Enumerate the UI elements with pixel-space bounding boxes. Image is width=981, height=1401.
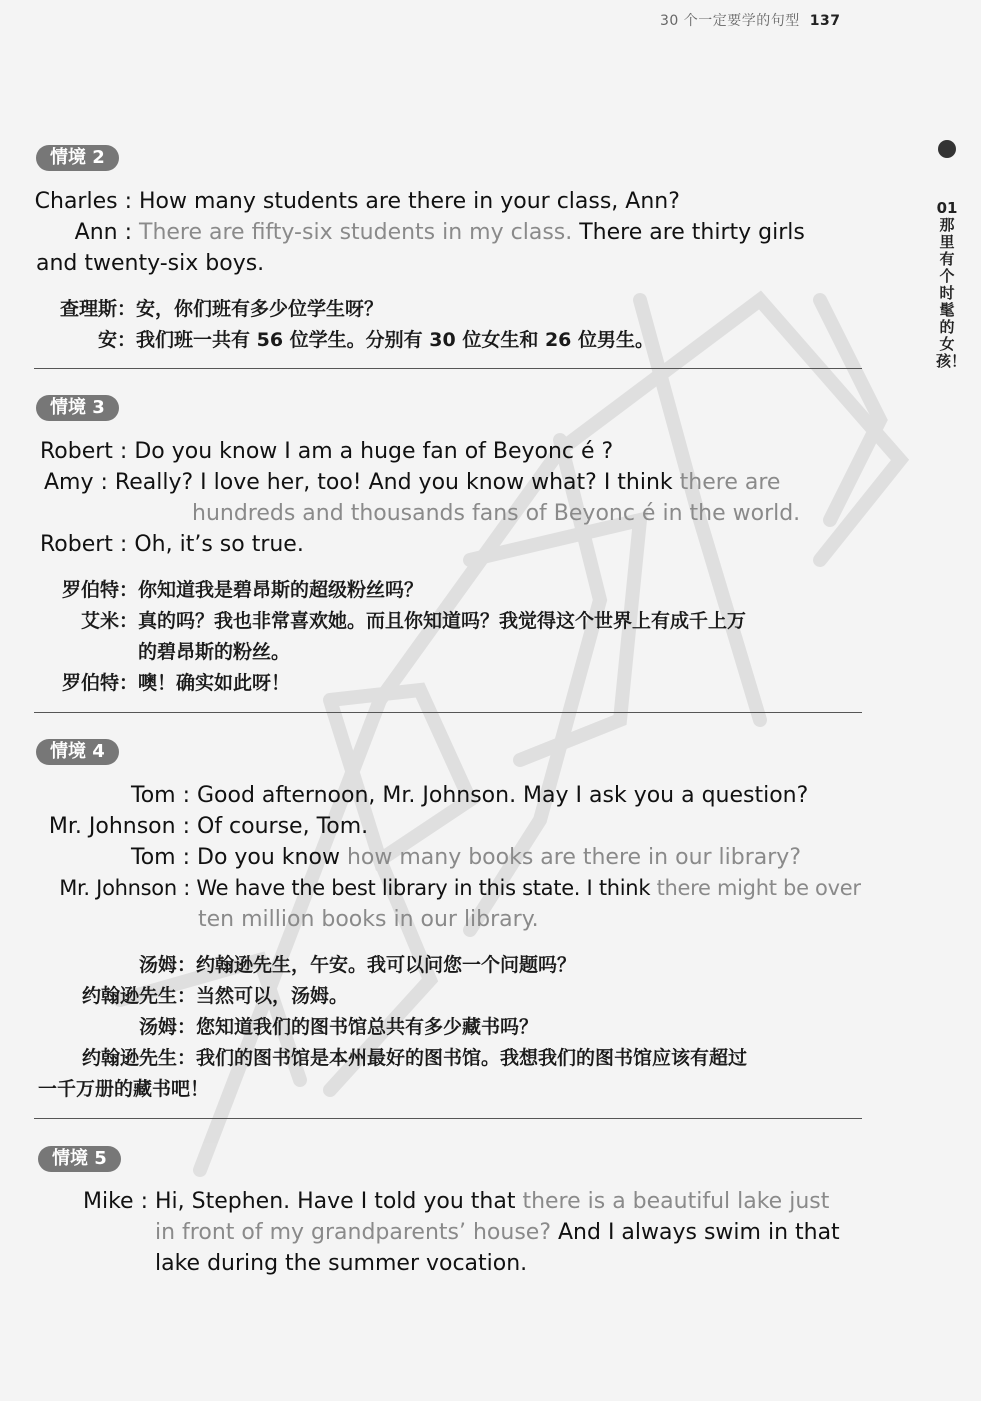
translation: 当然可以，汤姆。 [196, 985, 349, 1007]
section-badge-4: 情境 4 [36, 739, 119, 765]
chapter-side-tab [936, 199, 967, 370]
header-title: 30 个一定要学的句型 [660, 13, 800, 29]
highlighted-sentence: there are [679, 470, 781, 495]
dialogue-line-en [40, 529, 304, 560]
highlighted-sentence: how many books are there in our library? [346, 845, 802, 870]
dialogue-line-en [155, 1217, 840, 1248]
utterance: Oh, it’s so true. [134, 532, 304, 557]
section-divider [34, 712, 862, 713]
section-divider [34, 1118, 862, 1119]
page-number: 137 [809, 13, 841, 29]
speaker: Robert : [40, 532, 128, 557]
speaker: Ann : [74, 220, 132, 245]
dialogue-line-en [40, 811, 368, 842]
dialogue-line-en [155, 1248, 527, 1279]
dialogue-line-en [40, 436, 613, 467]
dialogue-line-cn [48, 668, 290, 699]
highlighted-sentence: hundreds and thousands fans of Beyonc é in the world. [192, 501, 801, 526]
translation: 真的吗？我也非常喜欢她。而且你知道吗？我觉得这个世界上有成千上万 [138, 610, 747, 632]
utterance: Do you know I am a huge fan of Beyonc é ? [134, 439, 614, 464]
speaker: 罗伯特： [61, 672, 138, 694]
dialogue-line-en [78, 1186, 829, 1217]
highlighted-sentence: there is a beautiful lake just [522, 1189, 830, 1214]
dialogue-line-en [32, 186, 680, 217]
speaker: Mike : [83, 1189, 148, 1214]
dialogue-line-cn [36, 950, 576, 981]
speaker: 汤姆： [138, 1016, 196, 1038]
highlighted-sentence: ten million books in our library. [198, 907, 539, 932]
speaker: 约翰逊先生： [81, 1047, 196, 1069]
dialogue-line-cn [36, 1012, 538, 1043]
translation: 我们班一共有 56 位学生。分别有 30 位女生和 26 位男生。 [136, 329, 655, 351]
dialogue-line-en [192, 498, 800, 529]
highlighted-sentence: There are fifty-six students in my class. [139, 220, 573, 245]
section-badge-3: 情境 3 [36, 395, 119, 421]
dialogue-line-en [36, 248, 264, 279]
dialogue-line-en [198, 904, 539, 935]
utterance: and twenty-six boys. [36, 251, 265, 276]
dialogue-line-en [40, 873, 861, 904]
dialogue-line-en [40, 842, 801, 873]
utterance: We have the best library in this state. I think [196, 876, 657, 900]
speaker: Tom : [131, 845, 190, 870]
dialogue-line-en [40, 780, 808, 811]
speaker: Charles : [34, 189, 132, 214]
dialogue-line-cn [36, 981, 348, 1012]
speaker: Tom : [131, 783, 190, 808]
translation: 我们的图书馆是本州最好的图书馆。我想我们的图书馆应该有超过 [196, 1047, 748, 1069]
highlighted-sentence: there might be over [656, 876, 861, 900]
utterance: Good afternoon, Mr. Johnson. May I ask you a question? [197, 783, 809, 808]
utterance: lake during the summer vocation. [155, 1251, 528, 1276]
dialogue-line-cn [48, 294, 383, 325]
dialogue-line-cn [48, 606, 746, 637]
speaker: Amy : [44, 470, 108, 495]
section-badge-5: 情境 5 [38, 1146, 121, 1172]
dialogue-line-cn [48, 325, 654, 356]
utterance: There are thirty girls [572, 220, 805, 245]
dialogue-line-cn [48, 575, 423, 606]
dialogue-line-en [32, 217, 805, 248]
speaker: 查理斯： [59, 298, 136, 320]
speaker: Mr. Johnson : [59, 876, 190, 900]
chapter-dot-icon [938, 140, 956, 158]
running-header [660, 10, 841, 30]
dialogue-line-cn [38, 1074, 209, 1105]
translation: 约翰逊先生，午安。我可以问您一个问题吗？ [196, 954, 577, 976]
utterance: Do you know [197, 845, 347, 870]
chapter-title: 那里有个时髦的女孩！ [936, 216, 967, 370]
translation: 一千万册的藏书吧！ [38, 1078, 210, 1100]
utterance: Hi, Stephen. Have I told you that [155, 1189, 523, 1214]
utterance: Really? I love her, too! And you know what? I think [114, 470, 680, 495]
utterance: How many students are there in your class, Ann? [139, 189, 680, 214]
dialogue-line-cn [138, 637, 290, 668]
chapter-number: 01 [936, 199, 958, 217]
dialogue-line-cn [36, 1043, 747, 1074]
translation: 噢！确实如此呀！ [138, 672, 291, 694]
translation: 安，你们班有多少位学生呀？ [136, 298, 384, 320]
utterance: And I always swim in that [551, 1220, 840, 1245]
highlighted-sentence: in front of my grandparents’ house? [155, 1220, 551, 1245]
translation: 你知道我是碧昂斯的超级粉丝吗？ [138, 579, 424, 601]
speaker: 艾米： [80, 610, 138, 632]
speaker: Robert : [40, 439, 128, 464]
utterance: Of course, Tom. [197, 814, 369, 839]
speaker: 安： [97, 329, 136, 351]
speaker: Mr. Johnson : [48, 814, 190, 839]
speaker: 汤姆： [138, 954, 196, 976]
section-divider [34, 368, 862, 369]
section-badge-2: 情境 2 [36, 145, 119, 171]
translation: 的碧昂斯的粉丝。 [138, 641, 291, 663]
dialogue-line-en [44, 467, 780, 498]
translation: 您知道我们的图书馆总共有多少藏书吗？ [196, 1016, 539, 1038]
speaker: 约翰逊先生： [81, 985, 196, 1007]
speaker: 罗伯特： [61, 579, 138, 601]
